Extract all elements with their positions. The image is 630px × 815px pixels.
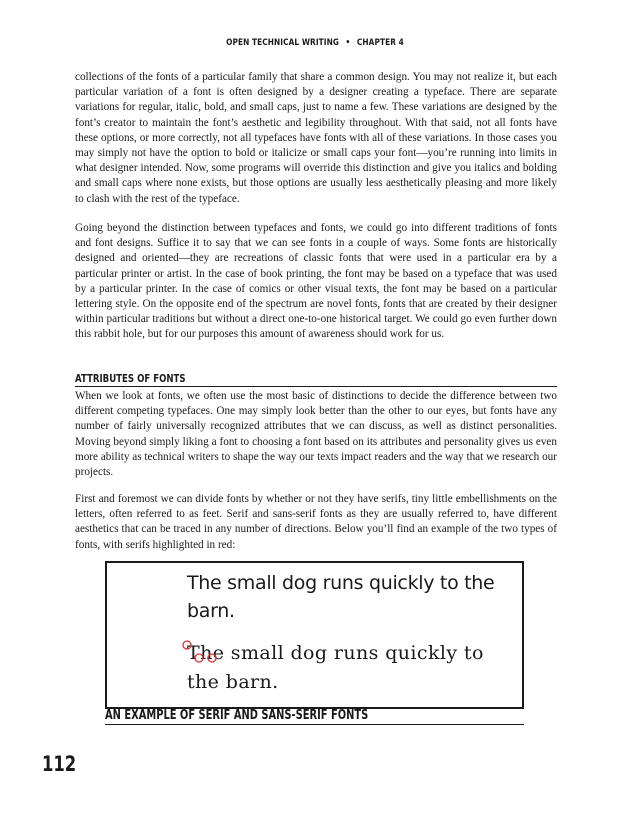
serif-sample: The small dog runs quickly to the barn. [187,642,484,693]
section-heading-attributes [75,372,557,387]
paragraph-font-traditions: Going beyond the distinction between typefaces and fonts, we could go into different traditions of fonts and font designs. Suffice it to say that we can see fonts in a couple of ways. Some fonts are historically designed and oriented—they are recreations of classic fonts that were used in a particular era by a particular printer or artist. In the case of book printing, the font may be based on a typeface that was used by a particular printer. In the case of comics or other visual texts, the font may be based on a particular lettering style. On the opposite end of the spectrum are novel fonts, fonts that are created by their designer within particular traditions but without a direct one-to-one historical target. We could go even further down this rabbit hole, but for our purposes this amount of awareness should work for us. [75,222,557,341]
sans-serif-sample: The small dog runs quickly to the barn. [187,572,495,622]
paragraph-font-attributes: When we look at fonts, we often use the most basic of distinctions to decide the difference between two different competing typefaces. One may simply look better than the other to our eyes, but fonts have any number of fairly universally recognized attributes that we can discuss, as well as distinct personalities. Moving beyond simply liking a font to choosing a font based on its attributes and personality gives us even more ability as technical writers to shape the way our texts impact readers and the way that we research our projects. [75,390,557,479]
book-title: OPEN TECHNICAL WRITING [226,38,339,48]
page-number: 112 [42,752,77,776]
section-heading-text: ATTRIBUTES OF FONTS [75,372,186,385]
figure-caption-text: AN EXAMPLE OF SERIF AND SANS-SERIF FONTS [105,708,369,723]
paragraph-font-variations: collections of the fonts of a particular family that share a common design. You may not realize it, but each particular variation of a font is often designed by a designer creating a typeface. There are separate variations for regular, italic, bold, and small caps, just to name a few. These variations are designed by the font’s creator to maintain the font’s aesthetic and legibility throughout. With that said, not all fonts have these options, or more correctly, not all typefaces have fonts with all of these variations. In those cases you may simply not have the option to bold or italicize or small caps your font—you’re running into limits in what designer intended. Now, some programs will override this distinction and give you italics and bolding and small caps where none exists, but those options are usually less aesthetically pleasing and more likely to clash with the rest of the typeface. [75,71,557,205]
font-example-figure [105,561,524,709]
chapter-label: CHAPTER 4 [356,38,404,48]
running-header [57,38,574,48]
figure-caption [105,708,524,725]
header-separator: • [345,38,351,48]
paragraph-serifs-intro: First and foremost we can divide fonts by whether or not they have serifs, tiny little embellishments on the letters, often referred to as feet. Serif and sans-serif fonts as they are usually referred to, have different aesthetics that can be traced in any number of directions. Below you’ll find an example of the two types of fonts, with serifs highlighted in red: [75,493,557,551]
